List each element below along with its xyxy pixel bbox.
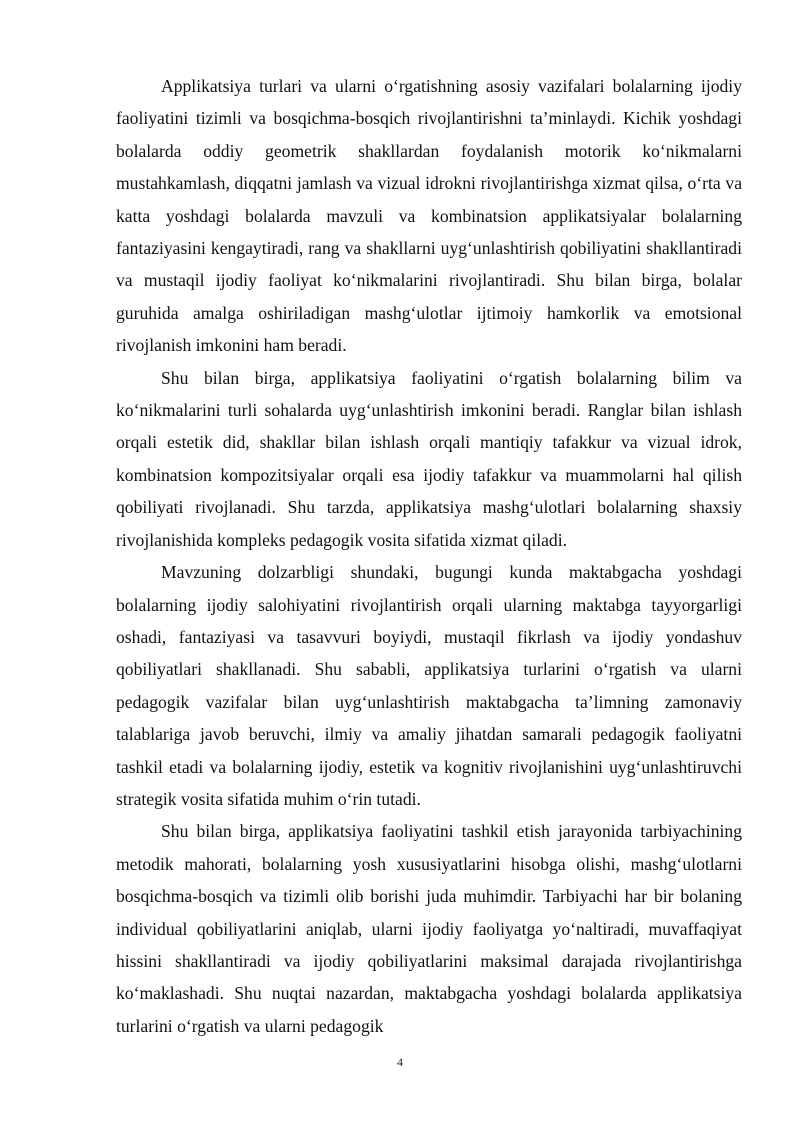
paragraph-3: Mavzuning dolzarbligi shundaki, bugungi kunda maktabgacha yoshdagi bolalarning ijodiy salohiyatini rivojlantirish orqali ularning maktabga tayyorgarligi oshadi, fantaziyasi va tasavvuri boyiydi, mustaqil fikrlash va ijodiy yondashuv qobiliyatlari shakllanadi. Shu sababli, applikatsiya turlarini o‘rgatish va ularni pedagogik vazifalar bilan uyg‘unlashtirish maktabgacha ta’limning zamonaviy talablariga javob beruvchi, ilmiy va amaliy jihatdan samarali pedagogik faoliyatni tashkil etadi va bolalarning ijodiy, estetik va kognitiv rivojlanishini uyg‘unlashtiruvchi strategik vosita sifatida muhim o‘rin tutadi. [116,562,742,809]
paragraph-1: Applikatsiya turlari va ularni o‘rgatishning asosiy vazifalari bolalarning ijodiy faoliyatini tizimli va bosqichma-bosqich rivojlantirishni ta’minlaydi. Kichik yoshdagi bolalarda oddiy geometrik shakllardan foydalanish motorik ko‘nikmalarni mustahkamlash, diqqatni jamlash va vizual idrokni rivojlantirishga xizmat qilsa, o‘rta va katta yoshdagi bolalarda mavzuli va kombinatsion applikatsiyalar bolalarning fantaziyasini kengaytiradi, rang va shakllarni uyg‘unlashtirish qobiliyatini shakllantiradi va mustaqil ijodiy faoliyat ko‘nikmalarini rivojlantiradi. Shu bilan birga, bolalar guruhida amalga oshiriladigan mashg‘ulotlar ijtimoiy hamkorlik va emotsional rivojlanish imkonini ham beradi. [116,76,742,356]
page-number: 4 [397,1055,403,1069]
paragraph-2: Shu bilan birga, applikatsiya faoliyatini o‘rgatish bolalarning bilim va ko‘nikmalarini turli sohalarda uyg‘unlashtirish imkonini beradi. Ranglar bilan ishlash orqali estetik did, shakllar bilan ishlash orqali mantiqiy tafakkur va vizual idrok, kombinatsion kompozitsiyalar orqali esa ijodiy tafakkur va muammolarni hal qilish qobiliyati rivojlanadi. Shu tarzda, applikatsiya mashg‘ulotlari bolalarning shaxsiy rivojlanishida kompleks pedagogik vosita sifatida xizmat qiladi. [116,367,742,550]
body-text [116,70,742,1042]
paragraph-4: Shu bilan birga, applikatsiya faoliyatini tashkil etish jarayonida tarbiyachining metodik mahorati, bolalarning yosh xususiyatlarini hisobga olishi, mashg‘ulotlarni bosqichma-bosqich va tizimli olib borishi juda muhimdir. Tarbiyachi har bir bolaning individual qobiliyatlarini aniqlab, ularni ijodiy faoliyatga yo‘naltiradi, muvaffaqiyat hissini shakllantiradi va ijodiy qobiliyatlarini maksimal darajada rivojlantirishga ko‘maklashadi. Shu nuqtai nazardan, maktabgacha yoshdagi bolalarda applikatsiya turlarini o‘rgatish va ularni pedagogik [116,821,742,1036]
